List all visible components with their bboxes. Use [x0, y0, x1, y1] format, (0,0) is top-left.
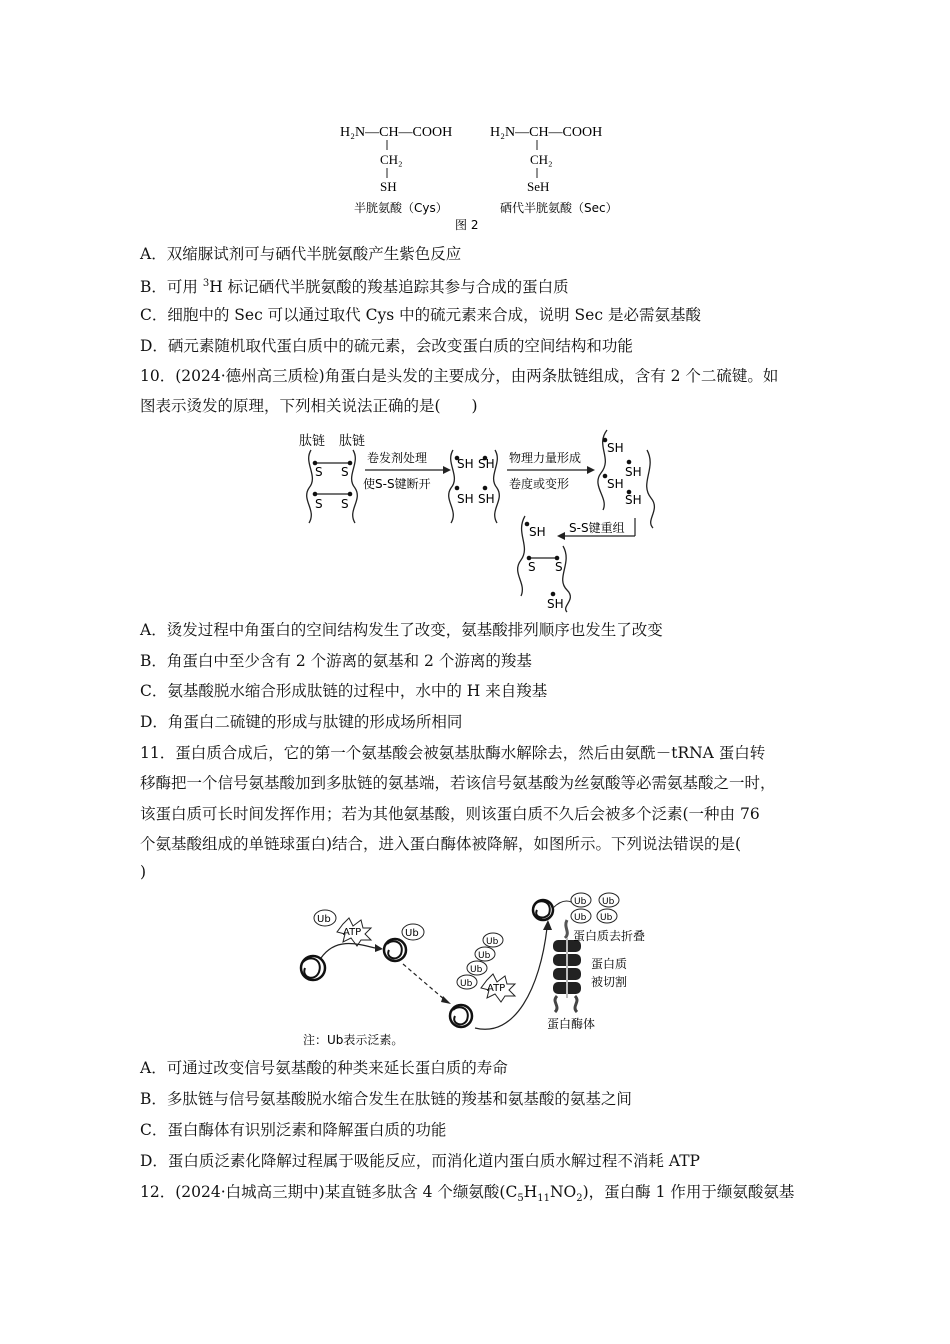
s-label: S — [341, 497, 349, 511]
s-label: S — [315, 465, 323, 479]
protein-blob — [384, 939, 406, 961]
cys-formula: H₂N—CH—COOH — [340, 125, 453, 140]
q9-option-c: C．细胞中的 Sec 可以通过取代 Cys 中的硫元素来合成，说明 Sec 是必需氨基酸 — [140, 306, 701, 324]
q12-stem-pre: 12．(2024·白城高三期中)某直链多肽含 4 个缬氨酸(C — [140, 1183, 518, 1201]
ub-label: Ub — [405, 928, 419, 939]
protein-blob — [301, 956, 325, 980]
sh-label: SH — [529, 525, 546, 539]
sh-label: SH — [625, 493, 642, 507]
protein-blob — [450, 1005, 472, 1027]
q10-option-c: C．氨基酸脱水缩合形成肽链的过程中，水中的 H 来自羧基 — [140, 682, 548, 700]
step1-bottom-label: 使S-S键断开 — [363, 477, 431, 491]
step2-bottom-label: 卷度或变形 — [509, 477, 570, 491]
cys-label: 半胱氨酸（Cys） — [354, 201, 448, 215]
cys-ch2: CH₂ — [380, 152, 403, 167]
s-label: S — [555, 560, 563, 574]
sh-label: SH — [625, 465, 642, 479]
ub-note: 注：Ub表示泛素。 — [303, 1033, 404, 1047]
ub-label: Ub — [460, 979, 473, 989]
q11-stem-line-1: 11．蛋白质合成后，它的第一个氨基酸会被氨基肽酶水解除去，然后由氨酰－tRNA 蛋白转 — [140, 744, 766, 762]
q10-option-d: D．角蛋白二硫键的形成与肽键的形成场所相同 — [140, 713, 463, 731]
step2-top-label: 物理力量形成 — [509, 451, 582, 465]
atp-label: ATP — [343, 927, 362, 938]
ub-label: Ub — [317, 914, 331, 925]
cut-label-1: 蛋白质 — [591, 957, 628, 971]
sec-formula: H₂N—CH—COOH — [490, 125, 603, 140]
sh-label: SH — [547, 597, 564, 611]
q10-option-a: A．烫发过程中角蛋白的空间结构发生了改变，氨基酸排列顺序也发生了改变 — [140, 621, 663, 639]
cut-label-2: 被切割 — [591, 975, 628, 989]
q11-stem-line-2: 移酶把一个信号氨基酸加到多肽链的氨基端，若该信号氨基酸为丝氨酸等必需氨基酸之一时， — [140, 774, 776, 792]
s-label: S — [341, 465, 349, 479]
sh-label: SH — [607, 441, 624, 455]
q12-sub-3: 2 — [576, 1193, 583, 1205]
q11-ubiquitin-diagram — [295, 888, 675, 1048]
q9-option-d: D．硒元素随机取代蛋白质中的硫元素，会改变蛋白质的空间结构和功能 — [140, 337, 633, 355]
q12-stem-post: )，蛋白酶 1 作用于缬氨酸氨基 — [582, 1183, 795, 1201]
ub-label: Ub — [478, 951, 491, 961]
s-label: S — [528, 560, 536, 574]
ub-label: Ub — [574, 913, 587, 923]
figure-2-caption: 图 2 — [455, 218, 479, 232]
ub-label: Ub — [600, 913, 613, 923]
sec-ch2: CH₂ — [530, 152, 553, 167]
q11-stem-line-4: 个氨基酸组成的单链球蛋白)结合，进入蛋白酶体被降解，如图所示。下列说法错误的是( — [140, 835, 742, 853]
chain-label-2: 肽链 — [339, 434, 366, 449]
ub-label: Ub — [602, 897, 615, 907]
q12-sub-1: 5 — [517, 1193, 524, 1205]
q11-stem-line-3: 该蛋白质可长时间发挥作用；若为其他氨基酸，则该蛋白质不久后会被多个泛素(一种由 76 — [140, 805, 760, 823]
q9-option-a: A．双缩脲试剂可与硒代半胱氨酸产生紫色反应 — [140, 245, 462, 263]
sh-label: SH — [478, 457, 495, 471]
chain-label-1: 肽链 — [299, 434, 326, 449]
step1-top-label: 卷发剂处理 — [367, 451, 428, 465]
protein-blob — [533, 900, 553, 920]
proteasome-label: 蛋白酶体 — [547, 1017, 596, 1031]
q9-option-b-sup: 3 — [202, 278, 210, 289]
q11-option-b: B．多肽链与信号氨基酸脱水缩合发生在肽链的羧基和氨基酸的氨基之间 — [140, 1090, 632, 1108]
ub-label: Ub — [486, 937, 499, 947]
ub-label: Ub — [574, 897, 587, 907]
ub-label: Ub — [470, 965, 483, 975]
figure-2-structures — [330, 118, 630, 233]
sh-label: SH — [607, 477, 624, 491]
q9-option-b — [140, 274, 830, 297]
unfold-label: 蛋白质去折叠 — [573, 929, 646, 943]
q12-stem — [140, 1182, 830, 1209]
atp-label: ATP — [487, 983, 506, 994]
cys-sh: SH — [380, 179, 397, 194]
q10-perm-diagram — [295, 428, 665, 613]
q10-stem-line-2: 图表示烫发的原理，下列相关说法正确的是( ) — [140, 397, 478, 415]
q11-option-c: C．蛋白酶体有识别泛素和降解蛋白质的功能 — [140, 1121, 447, 1139]
q10-stem-line-1: 10．(2024·德州高三质检)角蛋白是头发的主要成分，由两条肽链组成，含有 2 个二硫键。如 — [140, 367, 779, 385]
s-label: S — [315, 497, 323, 511]
sec-seh: SeH — [527, 179, 550, 194]
sh-label: SH — [457, 492, 474, 506]
sh-label: SH — [478, 492, 495, 506]
q12-mid-1: H — [523, 1183, 538, 1201]
q12-mid-2: NO — [549, 1183, 577, 1201]
q11-option-d: D．蛋白质泛素化降解过程属于吸能反应，而消化道内蛋白质水解过程不消耗 ATP — [140, 1152, 700, 1170]
sh-label: SH — [457, 457, 474, 471]
sec-label: 硒代半胱氨酸（Sec） — [500, 201, 618, 215]
q10-option-b: B．角蛋白中至少含有 2 个游离的氨基和 2 个游离的羧基 — [140, 652, 532, 670]
q9-option-b-post: H 标记硒代半胱氨酸的羧基追踪其参与合成的蛋白质 — [209, 278, 569, 297]
q9-option-b-pre: B．可用 — [140, 278, 203, 297]
step3-label: S-S键重组 — [569, 521, 625, 535]
q12-sub-2: 11 — [537, 1193, 550, 1205]
q11-option-a: A．可通过改变信号氨基酸的种类来延长蛋白质的寿命 — [140, 1059, 508, 1077]
q11-stem-line-5: ) — [140, 863, 147, 881]
